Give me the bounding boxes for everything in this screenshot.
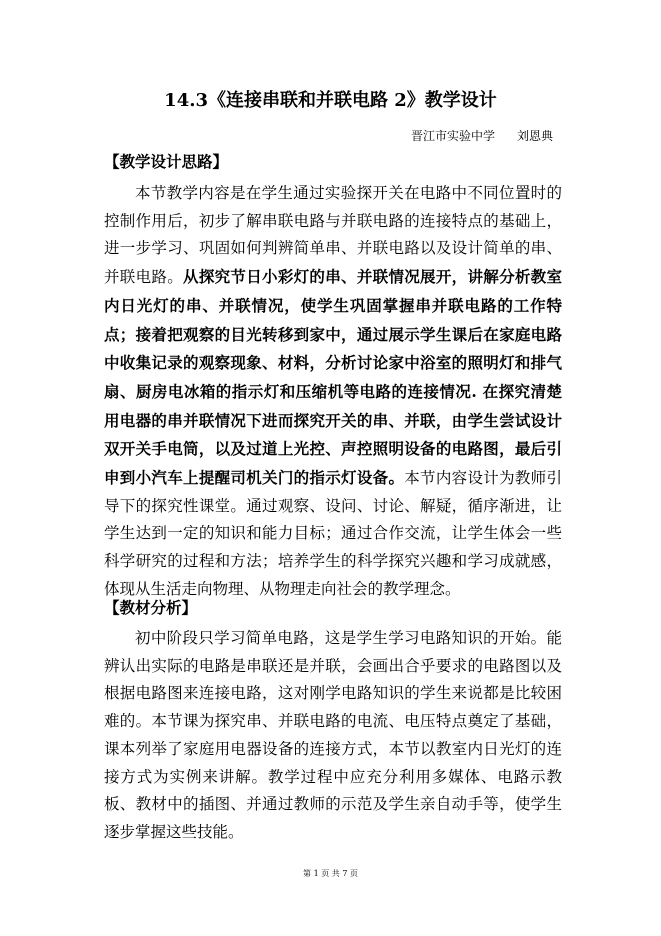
paragraph-design-approach <box>104 180 562 596</box>
paragraph-run: 本节教学内容是在学生通过实验探开关在电路中不同位置时的控制作用后，初步了解串联电路与并联电路的连接特点的基础上，进一步学习、巩固如何判辨简单串、并联电路以及设计简单的串、并联电路。 <box>104 184 562 287</box>
author-school: 晋江市实验中学 <box>411 129 496 143</box>
section-heading-design-approach: 【教学设计思路】 <box>104 152 229 171</box>
page-footer <box>0 868 661 880</box>
paragraph-textbook-analysis <box>104 625 562 841</box>
paragraph-run: 本节内容设计为教师引导下的探究性课堂。通过观察、设问、讨论、解疑，循序渐进，让学生达到一定的知识和能力目标；通过合作交流，让学生体会一些科学研究的过程和方法；培养学生的科学探究兴趣和学习成就感，体现从生活走向物理、从物理走向社会的教学理念。 <box>104 469 562 598</box>
document-title: 14.3《连接串联和并联电路 2》教学设计 <box>164 90 497 111</box>
paragraph-run-bold: 从探究节日小彩灯的串、并联情况展开，讲解分析教室内日光灯的串、并联情况，使学生巩固掌握串并联电路的工作特点；接着把观察的目光转移到家中，通过展示学生课后在家庭电路中收集记录的观察现象、材料，分析讨论家中浴室的照明灯和排气扇、厨房电冰箱的指示灯和压缩机等电路的连接情况. 在探究清楚用电器的串并联情况下进而探究开关的串、并联，由学生尝试设计双开关手电筒，以及过道上光控、声控照明设备的电路图，最后引申到小汽车上提醒司机关门的指示灯设备。 <box>104 267 562 488</box>
paragraph-run: 初中阶段只学习简单电路，这是学生学习电路知识的开始。能辨认出实际的电路是串联还是并联，会画出合乎要求的电路图以及根据电路图来连接电路，这对刚学电路知识的学生来说都是比较困难的。本节课为探究串、并联电路的电流、电压特点奠定了基础，课本列举了家庭用电器设备的连接方式，本节以教室内日光灯的连接方式为实例来讲解。教学过程中应充分利用多媒体、电路示教板、教材中的插图、并通过教师的示范及学生亲自动手等，使学生逐步掌握这些技能。 <box>104 629 562 841</box>
footer-middle: 页 共 <box>321 869 340 878</box>
section-heading-textbook-analysis: 【教材分析】 <box>104 598 198 617</box>
author-name: 刘恩典 <box>517 129 554 143</box>
footer-suffix: 页 <box>349 869 358 878</box>
author-line <box>411 127 553 145</box>
footer-page-total: 7 <box>342 869 348 878</box>
footer-page-number: 1 <box>313 869 319 878</box>
footer-prefix: 第 <box>303 869 312 878</box>
